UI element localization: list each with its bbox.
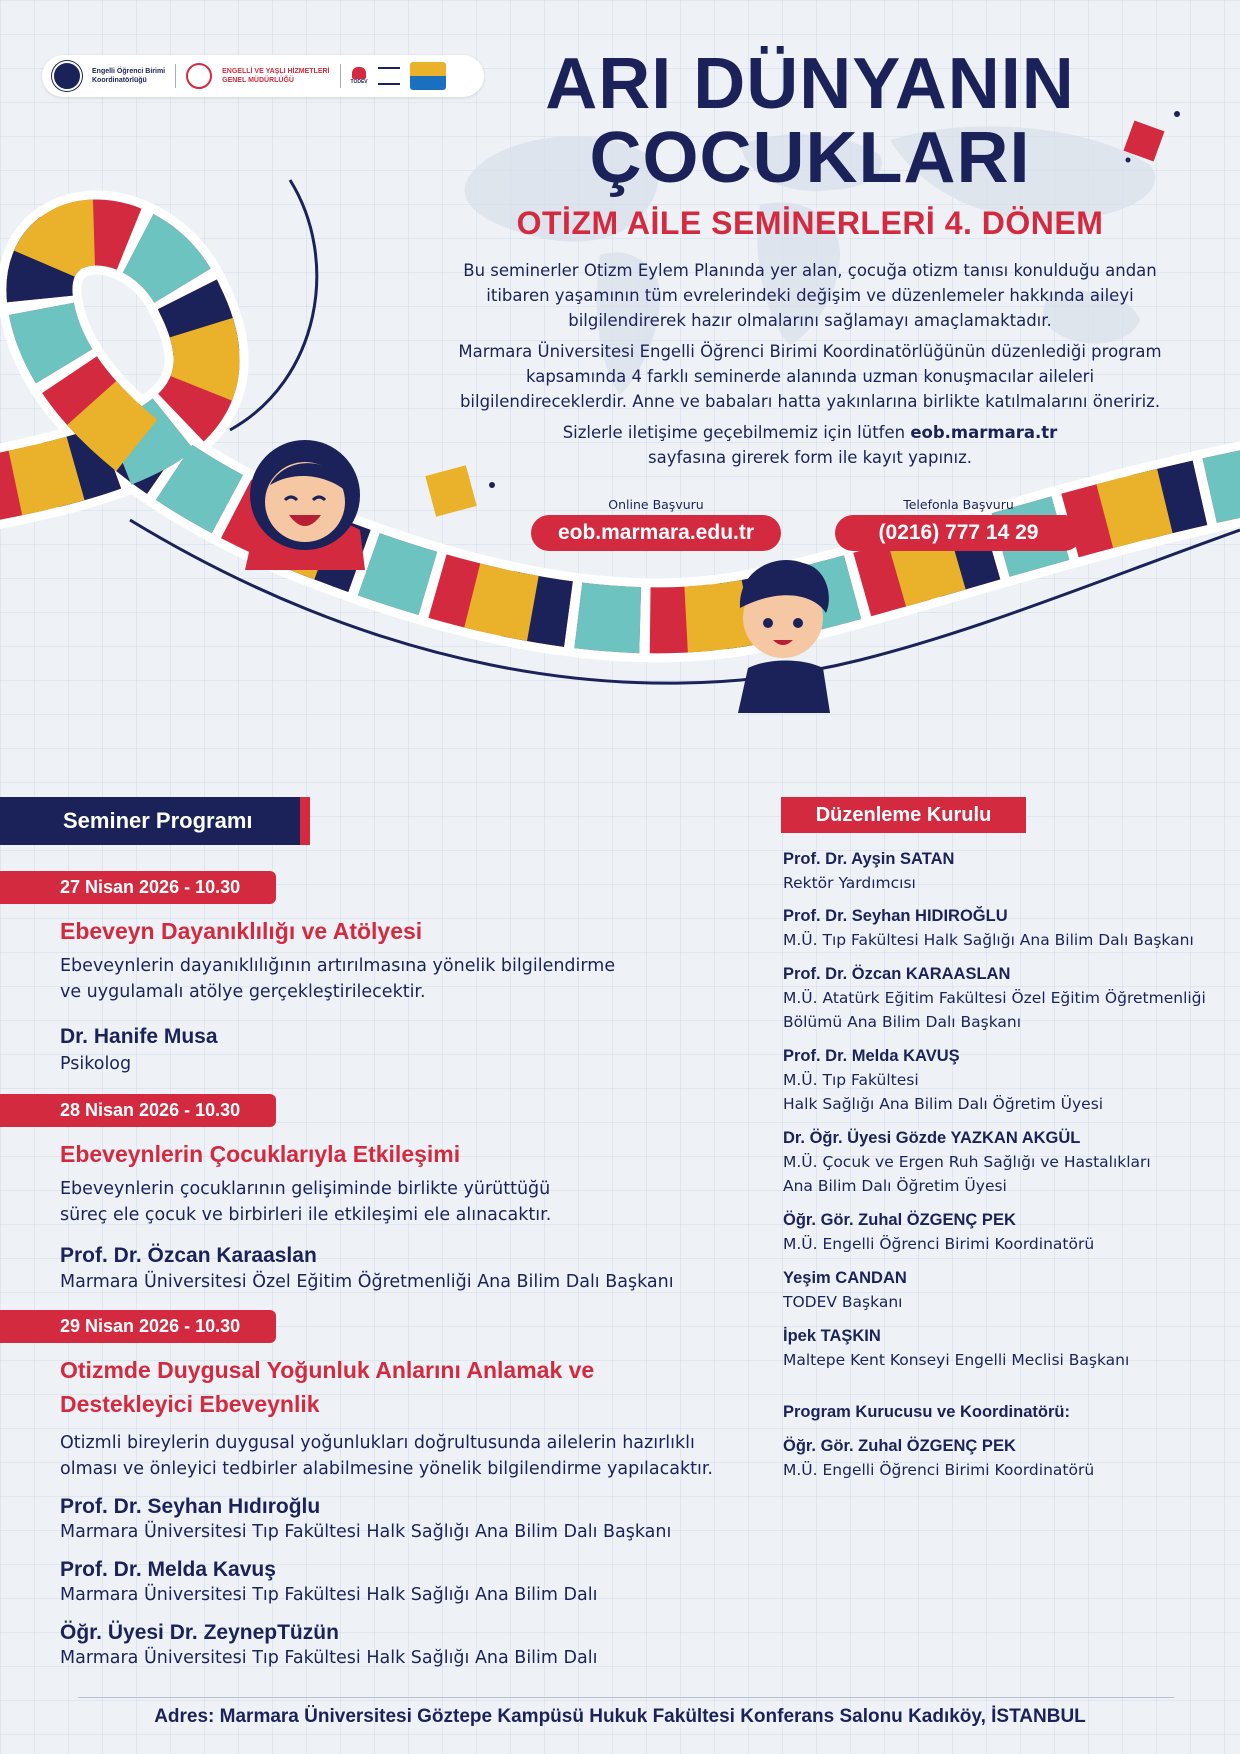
intro-paragraph-3: Sizlerle iletişime geçebilmemiz için lütfen eob.marmara.tr sayfasına girerek form ile kayıt yapınız. (562, 423, 1058, 467)
founder: Öğr. Gör. Zuhal ÖZGENÇ PEK M.Ü. Engelli Öğrenci Birimi Koordinatörü (783, 1437, 1095, 1479)
phone-apply-button[interactable]: (0216) 777 14 29 (835, 515, 1082, 551)
page-title-line-1: ARI DÜNYANIN (545, 44, 1075, 124)
seminar-1-speaker-name: Dr. Hanife Musa (60, 1025, 218, 1048)
seminar-3-date: 29 Nisan 2026 - 10.30 (0, 1310, 276, 1343)
seminar-1-date: 27 Nisan 2026 - 10.30 (0, 871, 276, 904)
footer-address: Adres: Marmara Üniversitesi Göztepe Kampüsü Hukuk Fakültesi Konferans Salonu Kadıköy, İSTANBUL (154, 1706, 1086, 1727)
page-title-line-2: ÇOCUKLARI (589, 118, 1031, 198)
ministry-seal-icon (186, 63, 212, 89)
committee-member: İpek TAŞKIN Maltepe Kent Konseyi Engelli Meclisi Başkanı (783, 1327, 1130, 1369)
online-apply-label: Online Başvuru (608, 497, 704, 512)
seminar-1-title: Ebeveyn Dayanıklılığı ve Atölyesi (60, 918, 423, 944)
seminar-2-description: Ebeveynlerin çocuklarının gelişiminde birlikte yürüttüğü süreç ele çocuk ve birbirleri ile etkileşimi ele alınacaktır. (60, 1179, 552, 1225)
intro-paragraph-2: Marmara Üniversitesi Engelli Öğrenci Birimi Koordinatörlüğünün düzenlediği program kapsamında 4 farklı seminerde alanında uzman konuşmacılar aileleri bilgilendireceklerdir. Anne ve babaları hatta yakınlarına birlikte katılmalarını öneririz. (458, 342, 1162, 411)
seminar-3-title: Otizmde Duygusal Yoğunluk Anlarını Anlamak ve Destekleyici Ebeveynlik (60, 1357, 595, 1417)
committee-member: Yeşim CANDAN TODEV Başkanı (783, 1269, 907, 1311)
committee-member: Prof. Dr. Özcan KARAASLAN M.Ü. Atatürk Eğitim Fakültesi Özel Eğitim Öğretmenliği Bölümü Ana Bilim Dalı Başkanı (783, 965, 1206, 1031)
seminar-program-heading: Seminer Programı (0, 797, 300, 845)
todev-heart-icon (352, 67, 366, 79)
seminar-2-speaker-role: Marmara Üniversitesi Özel Eğitim Öğretmenliği Ana Bilim Dalı Başkanı (60, 1272, 674, 1292)
seminar-3-description: Otizmli bireylerin duygusal yoğunlukları doğrultusunda ailelerin hazırlıklı olması ve önleyici tedbirler alabilmesine yönelik bilgilendirme yapılacaktır. (60, 1433, 713, 1479)
committee-member: Prof. Dr. Seyhan HIDIROĞLU M.Ü. Tıp Fakültesi Halk Sağlığı Ana Bilim Dalı Başkanı (783, 907, 1194, 949)
online-apply-button[interactable]: eob.marmara.edu.tr (531, 515, 781, 551)
committee-member: Dr. Öğr. Üyesi Gözde YAZKAN AKGÜL M.Ü. Çocuk ve Ergen Ruh Sağlığı ve Hastalıkları Ana Bilim Dalı Öğretim Üyesi (783, 1129, 1151, 1195)
logo-eob: Engelli Öğrenci Birimi Koordinatörlüğü (92, 68, 166, 84)
committee-member: Öğr. Gör. Zuhal ÖZGENÇ PEK M.Ü. Engelli Öğrenci Birimi Koordinatörü (783, 1211, 1095, 1253)
seminar-2-speaker-name: Prof. Dr. Özcan Karaaslan (60, 1244, 317, 1267)
seminar-1-speaker-role: Psikolog (60, 1054, 132, 1074)
logo-divider (175, 64, 176, 88)
website-link[interactable]: eob.marmara.tr (910, 423, 1058, 442)
phone-apply-label: Telefonla Başvuru (903, 497, 1014, 512)
girl-illustration (225, 430, 385, 580)
committee-member: Prof. Dr. Melda KAVUŞ M.Ü. Tıp Fakültesi Halk Sağlığı Ana Bilim Dalı Öğretim Üyesi (783, 1047, 1104, 1113)
seminar-3-speaker-2-name: Prof. Dr. Melda Kavuş (60, 1558, 276, 1581)
seminar-3-speaker-2-role: Marmara Üniversitesi Tıp Fakültesi Halk Sağlığı Ana Bilim Dalı (60, 1585, 598, 1605)
seminar-2-title: Ebeveynlerin Çocuklarıyla Etkileşimi (60, 1141, 461, 1167)
logo-ministry: ENGELLİ VE YAŞLI HİZMETLERİ GENEL MÜDÜRLÜĞÜ (222, 68, 330, 84)
seminar-3-speaker-1-name: Prof. Dr. Seyhan Hıdıroğlu (60, 1495, 321, 1518)
seminar-2-date: 28 Nisan 2026 - 10.30 (0, 1094, 276, 1127)
seminar-3-speaker-3-name: Öğr. Üyesi Dr. ZeynepTüzün (60, 1621, 339, 1644)
committee-heading: Düzenleme Kurulu (781, 797, 1026, 833)
boy-illustration (718, 548, 848, 718)
committee-member: Prof. Dr. Ayşin SATAN Rektör Yardımcısı (783, 850, 955, 892)
todev-logo: TODEV (351, 67, 368, 85)
seminar-1-description: Ebeveynlerin dayanıklılığının artırılmasına yönelik bilgilendirme ve uygulamalı atölye gerçekleştirilecektir. (60, 956, 616, 1002)
seminar-3-speaker-3-role: Marmara Üniversitesi Tıp Fakültesi Halk Sağlığı Ana Bilim Dalı (60, 1648, 598, 1668)
kent-konseyi-lines-icon (378, 67, 400, 85)
page-subtitle: OTİZM AİLE SEMİNERLERİ 4. DÖNEM (516, 205, 1104, 241)
founder-heading: Program Kurucusu ve Koordinatörü: (783, 1403, 1070, 1421)
seminar-3-speaker-1-role: Marmara Üniversitesi Tıp Fakültesi Halk Sağlığı Ana Bilim Dalı Başkanı (60, 1522, 672, 1542)
marmara-seal-icon (52, 61, 82, 91)
footer-divider (78, 1697, 1174, 1698)
logo-divider (340, 64, 341, 88)
heading-accent (300, 797, 310, 845)
intro-text (440, 258, 1180, 470)
intro-paragraph-1: Bu seminerler Otizm Eylem Planında yer alan, çocuğa otizm tanısı konulduğu andan itibaren yaşamının tüm evrelerindeki değişim ve düzenlemeler hakkında aileyi bilgilendirerek hazır olmalarını sağlamayı amaçlamaktadır. (463, 261, 1157, 330)
partner-logos (42, 55, 484, 97)
